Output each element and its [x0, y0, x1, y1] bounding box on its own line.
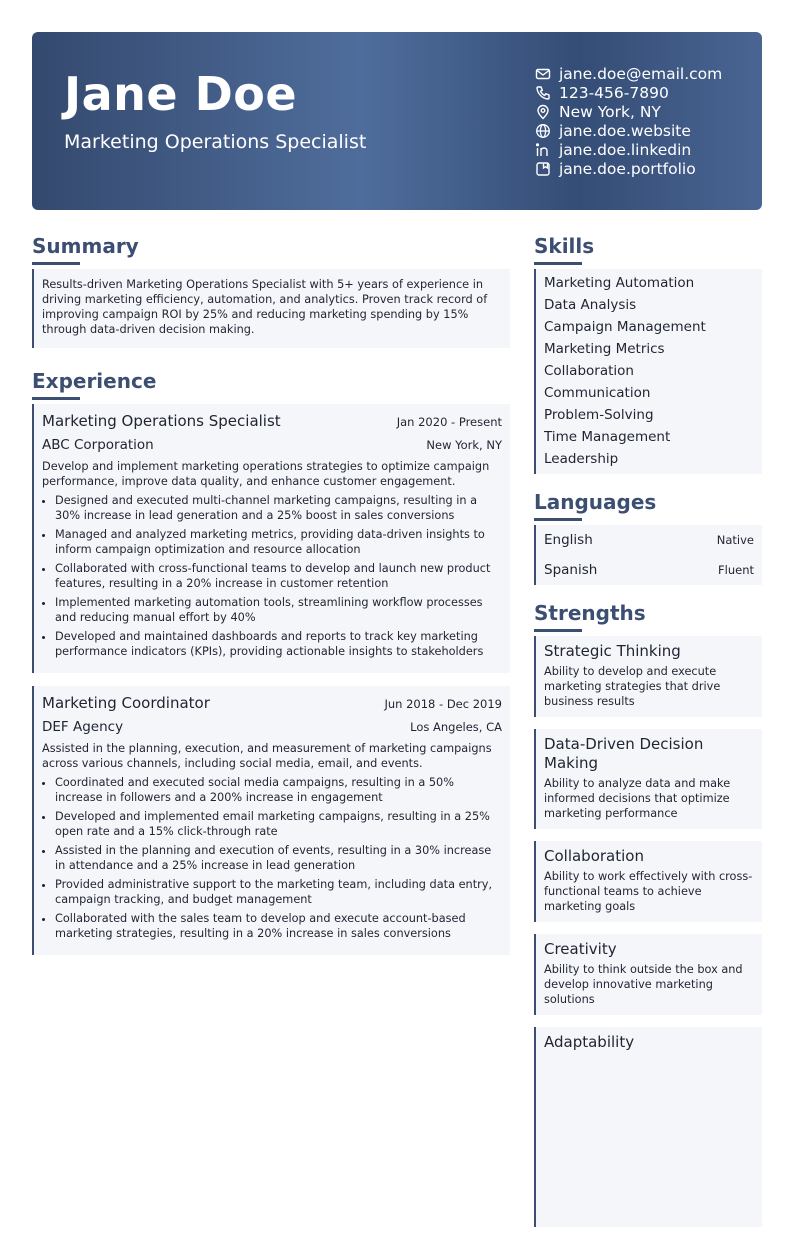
- language-name: Spanish: [544, 562, 598, 578]
- section-divider: [32, 397, 80, 400]
- summary-heading: Summary: [32, 234, 139, 258]
- contact-website-text: jane.doe.website: [559, 121, 691, 140]
- achievement-item: • Provided administrative support to the marketing team, including data entry, campaign tracking, and budget management: [55, 877, 502, 907]
- skill-item: Data Analysis: [544, 297, 637, 313]
- achievement-item: • Developed and maintained dashboards and reports to track key marketing performance indicators (KPIs), providing actionable insights to stakeholders: [55, 629, 502, 659]
- job-location: Los Angeles, CA: [410, 720, 502, 734]
- job-location: New York, NY: [426, 438, 502, 452]
- strength-title: Collaboration: [544, 847, 644, 865]
- strength-description: Ability to analyze data and make informed decisions that optimize marketing performance: [544, 777, 731, 820]
- strength-item: [534, 841, 762, 922]
- company-name: ABC Corporation: [42, 437, 154, 453]
- contact-phone[interactable]: [535, 83, 722, 102]
- phone-icon: [535, 85, 551, 101]
- skill-item: Marketing Automation: [544, 275, 695, 291]
- section-divider: [534, 262, 582, 265]
- contact-linkedin-text: jane.doe.linkedin: [559, 140, 692, 159]
- contact-email[interactable]: [535, 64, 722, 83]
- contact-list: [535, 64, 722, 178]
- language-level: Native: [716, 533, 754, 547]
- section-divider: [534, 518, 582, 521]
- skills-list: [534, 269, 762, 474]
- job-description: Assisted in the planning, execution, and measurement of marketing campaigns across various channels, including social media, email, and events.: [42, 742, 492, 770]
- summary-text: Results-driven Marketing Operations Specialist with 5+ years of experience in driving marketing efficiency, automation, and analytics. Proven track record of improving campaign ROI by 25% and reducing marketing spending by 15% through data-driven decision making.: [32, 269, 510, 348]
- strengths-heading: Strengths: [534, 601, 646, 625]
- strength-description: Ability to work effectively with cross-functional teams to achieve marketing goals: [544, 870, 753, 913]
- contact-linkedin[interactable]: [535, 140, 722, 159]
- experience-section: [32, 367, 510, 955]
- candidate-name: Jane Doe: [64, 67, 298, 121]
- achievement-item: • Managed and analyzed marketing metrics, providing data-driven insights to inform campaign optimization and resource allocation: [55, 527, 502, 557]
- strength-item: [534, 636, 762, 717]
- language-item: [544, 525, 754, 555]
- strength-title: Adaptability: [544, 1033, 635, 1051]
- contact-phone-text: 123-456-7890: [559, 83, 669, 102]
- strength-item: [534, 934, 762, 1015]
- strengths-section: [534, 599, 762, 1227]
- skill-item: Collaboration: [544, 363, 634, 379]
- strength-description: Ability to develop and execute marketing strategies that drive business results: [544, 665, 721, 708]
- achievement-item: • Implemented marketing automation tools, streamlining workflow processes and reducing manual effort by 40%: [55, 595, 502, 625]
- languages-section: [534, 488, 762, 585]
- contact-portfolio[interactable]: [535, 159, 722, 178]
- strength-item: [534, 1027, 762, 1227]
- achievement-item: • Collaborated with the sales team to develop and execute account-based marketing strategies, resulting in a 20% increase in sales conversions: [55, 911, 502, 941]
- contact-location-text: New York, NY: [559, 102, 661, 121]
- contact-website[interactable]: [535, 121, 722, 140]
- job-title: Marketing Operations Specialist: [42, 412, 281, 430]
- skill-item: Communication: [544, 385, 651, 401]
- achievement-item: • Coordinated and executed social media campaigns, resulting in a 50% increase in followers and a 200% increase in engagement: [55, 775, 502, 805]
- strength-item: [534, 729, 762, 829]
- job-description: Develop and implement marketing operations strategies to optimize campaign performance, improve data quality, and enhance customer engagement.: [42, 460, 490, 488]
- job-title: Marketing Coordinator: [42, 694, 210, 712]
- skill-item: Marketing Metrics: [544, 341, 665, 357]
- candidate-role: Marketing Operations Specialist: [64, 131, 367, 153]
- skill-item: Time Management: [544, 429, 671, 445]
- skills-heading: Skills: [534, 234, 595, 258]
- location-icon: [535, 104, 551, 120]
- achievement-item: • Developed and implemented email marketing campaigns, resulting in a 25% open rate and a 15% click-through rate: [55, 809, 502, 839]
- job-dates: Jun 2018 - Dec 2019: [384, 697, 502, 711]
- achievement-item: • Collaborated with cross-functional teams to develop and launch new product features, resulting in a 20% increase in customer retention: [55, 561, 502, 591]
- skill-item: Campaign Management: [544, 319, 706, 335]
- skill-item: Leadership: [544, 451, 619, 467]
- section-divider: [534, 629, 582, 632]
- portfolio-icon: [535, 161, 551, 177]
- resume-header: [32, 32, 762, 210]
- languages-heading: Languages: [534, 490, 657, 514]
- job-dates: Jan 2020 - Present: [396, 415, 502, 429]
- contact-email-text: jane.doe@email.com: [559, 64, 723, 83]
- language-level: Fluent: [718, 563, 754, 577]
- globe-icon: [535, 123, 551, 139]
- skills-section: [534, 232, 762, 474]
- section-divider: [32, 262, 80, 265]
- company-name: DEF Agency: [42, 719, 124, 735]
- contact-portfolio-text: jane.doe.portfolio: [559, 159, 696, 178]
- side-column: [534, 232, 762, 1239]
- languages-list: [534, 525, 762, 585]
- mail-icon: [535, 66, 551, 82]
- contact-location: [535, 102, 722, 121]
- language-item: [544, 555, 754, 585]
- skill-item: Problem-Solving: [544, 407, 654, 423]
- linkedin-icon: [535, 142, 551, 158]
- main-column: [32, 232, 510, 955]
- experience-heading: Experience: [32, 369, 157, 393]
- achievement-item: • Assisted in the planning and execution of events, resulting in a 30% increase in attendance and a 25% increase in lead generation: [55, 843, 502, 873]
- job-entry: [32, 404, 510, 673]
- strength-title: Strategic Thinking: [544, 642, 681, 660]
- strength-title: Data-Driven Decision Making: [544, 735, 704, 772]
- language-name: English: [544, 532, 593, 548]
- achievement-list: [42, 775, 502, 941]
- achievement-list: [42, 493, 502, 659]
- achievement-item: • Designed and executed multi-channel marketing campaigns, resulting in a 30% increase in lead generation and a 25% boost in sales conversions: [55, 493, 502, 523]
- summary-section: [32, 232, 510, 348]
- job-entry: [32, 686, 510, 955]
- strength-title: Creativity: [544, 940, 617, 958]
- strength-description: Ability to think outside the box and develop innovative marketing solutions: [544, 963, 743, 1006]
